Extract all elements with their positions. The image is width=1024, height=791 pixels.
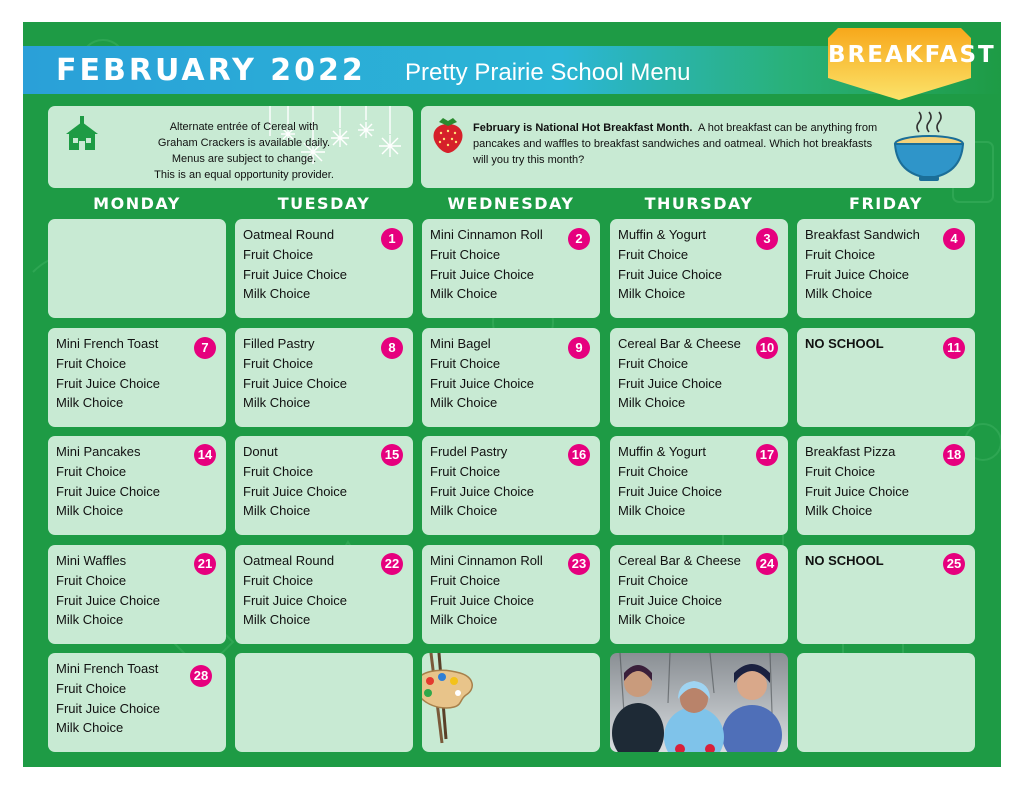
notice-line: Alternate entrée of Cereal with — [169, 121, 319, 133]
menu-item: Fruit Choice — [243, 246, 314, 262]
menu-day-cell — [422, 219, 600, 318]
menu-item: Milk Choice — [430, 286, 498, 302]
day-header-tuesday: TUESDAY — [277, 194, 371, 213]
entree: Breakfast Pizza — [805, 444, 896, 459]
menu-item: Fruit Choice — [56, 680, 127, 696]
menu-item: Fruit Juice Choice — [618, 592, 723, 608]
notice-line: This is an equal opportunity provider. — [154, 169, 334, 181]
menu-items — [430, 551, 570, 630]
menu-items — [56, 551, 196, 630]
menu-item: Milk Choice — [243, 395, 311, 411]
menu-items — [56, 334, 196, 413]
entree: Cereal Bar & Cheese — [618, 336, 741, 351]
date-number-badge: 9 — [568, 337, 590, 359]
menu-day-cell — [422, 545, 600, 644]
day-header-friday: FRIDAY — [849, 194, 923, 213]
palette-decor-cell — [422, 653, 600, 752]
alternate-entree-text — [134, 119, 354, 183]
menu-day-cell — [610, 328, 788, 427]
menu-item: Fruit Choice — [243, 463, 314, 479]
breakfast-badge — [828, 28, 996, 100]
menu-item: Fruit Choice — [618, 463, 689, 479]
date-number-badge: 28 — [190, 665, 212, 687]
day-header-monday: MONDAY — [93, 194, 181, 213]
entree: Mini French Toast — [56, 661, 159, 676]
hot-cereal-bowl-icon — [891, 110, 967, 184]
entree: Mini Cinnamon Roll — [430, 227, 543, 242]
no-school-day-cell — [797, 545, 975, 644]
strawberry-icon — [429, 114, 467, 154]
menu-day-cell — [235, 219, 413, 318]
school-menu-title: Pretty Prairie School Menu — [405, 59, 691, 86]
notice-line: Menus are subject to change. — [171, 153, 317, 165]
menu-item: Fruit Juice Choice — [430, 592, 535, 608]
menu-item: Milk Choice — [805, 286, 873, 302]
menu-day-cell — [422, 328, 600, 427]
date-number-badge: 10 — [756, 337, 778, 359]
menu-day-cell — [235, 545, 413, 644]
menu-day-cell — [422, 436, 600, 535]
menu-day-cell — [48, 545, 226, 644]
date-number-badge: 22 — [381, 553, 403, 575]
entree: Cereal Bar & Cheese — [618, 553, 741, 568]
entree: Filled Pastry — [243, 336, 315, 351]
menu-item: Fruit Choice — [805, 463, 876, 479]
menu-items — [243, 551, 383, 630]
hot-breakfast-lead: February is National Hot Breakfast Month. — [473, 122, 693, 134]
entree: Mini Waffles — [56, 553, 127, 568]
menu-item: Fruit Juice Choice — [805, 483, 910, 499]
menu-item: Fruit Choice — [56, 572, 127, 588]
paint-palette-icon — [422, 653, 480, 749]
menu-item: Fruit Juice Choice — [243, 483, 348, 499]
entree: Breakfast Sandwich — [805, 227, 920, 242]
menu-items — [805, 551, 945, 571]
date-number-badge: 18 — [943, 444, 965, 466]
menu-item: Fruit Choice — [243, 572, 314, 588]
date-number-badge: 4 — [943, 228, 965, 250]
menu-item: Milk Choice — [430, 503, 498, 519]
menu-items — [430, 334, 570, 413]
menu-item: Milk Choice — [56, 503, 124, 519]
menu-item: Fruit Juice Choice — [56, 592, 161, 608]
alternate-entree-notice — [48, 106, 413, 188]
menu-item: Fruit Juice Choice — [243, 375, 348, 391]
menu-item: Milk Choice — [805, 503, 873, 519]
entree: Oatmeal Round — [243, 227, 335, 242]
menu-items — [618, 334, 758, 413]
menu-items — [805, 225, 945, 304]
menu-items — [243, 225, 383, 304]
entree: Muffin & Yogurt — [618, 227, 706, 242]
month-title: FEBRUARY 2022 — [56, 53, 366, 88]
date-number-badge: 2 — [568, 228, 590, 250]
date-number-badge: 21 — [194, 553, 216, 575]
menu-day-cell — [610, 219, 788, 318]
menu-items — [805, 334, 945, 354]
entree: Mini Cinnamon Roll — [430, 553, 543, 568]
menu-item: Fruit Juice Choice — [618, 483, 723, 499]
menu-item: Fruit Juice Choice — [618, 375, 723, 391]
menu-items — [430, 225, 570, 304]
menu-item: Fruit Choice — [243, 355, 314, 371]
date-number-badge: 8 — [381, 337, 403, 359]
day-header-wednesday: WEDNESDAY — [447, 194, 575, 213]
menu-item: Fruit Juice Choice — [243, 592, 348, 608]
no-school-day-cell — [797, 328, 975, 427]
hot-breakfast-body: A hot breakfast can be anything from pancakes and waffles to breakfast sandwiches and oatmeal. Which hot breakfasts will you try this month? — [473, 122, 878, 166]
menu-item: Fruit Juice Choice — [56, 700, 161, 716]
menu-item: Fruit Choice — [56, 355, 127, 371]
menu-item: Fruit Choice — [618, 355, 689, 371]
menu-item: Fruit Choice — [56, 463, 127, 479]
menu-item: Milk Choice — [243, 503, 311, 519]
menu-items — [618, 225, 758, 304]
date-number-badge: 11 — [943, 337, 965, 359]
menu-item: Milk Choice — [618, 286, 686, 302]
children-in-snow-photo — [610, 653, 788, 752]
notice-line: Graham Crackers is available daily. — [157, 137, 331, 149]
date-number-badge: 3 — [756, 228, 778, 250]
empty-day-cell — [235, 653, 413, 752]
menu-item: Fruit Juice Choice — [430, 483, 535, 499]
menu-items — [618, 551, 758, 630]
menu-item: Fruit Juice Choice — [805, 266, 910, 282]
menu-item: Fruit Juice Choice — [56, 483, 161, 499]
date-number-badge: 16 — [568, 444, 590, 466]
date-number-badge: 14 — [194, 444, 216, 466]
date-number-badge: 24 — [756, 553, 778, 575]
menu-items — [56, 442, 196, 521]
menu-day-cell — [797, 436, 975, 535]
menu-item: Fruit Juice Choice — [56, 375, 161, 391]
no-school-label: NO SCHOOL — [805, 336, 884, 351]
empty-day-cell — [797, 653, 975, 752]
date-number-badge: 23 — [568, 553, 590, 575]
menu-items — [243, 442, 383, 521]
menu-item: Fruit Juice Choice — [243, 266, 348, 282]
menu-item: Fruit Choice — [805, 246, 876, 262]
menu-day-cell — [235, 328, 413, 427]
entree: Frudel Pastry — [430, 444, 508, 459]
menu-item: Fruit Choice — [618, 246, 689, 262]
menu-item: Fruit Choice — [430, 463, 501, 479]
menu-item: Milk Choice — [56, 395, 124, 411]
entree: Muffin & Yogurt — [618, 444, 706, 459]
entree: Mini Pancakes — [56, 444, 141, 459]
menu-day-cell — [797, 219, 975, 318]
menu-item: Milk Choice — [430, 395, 498, 411]
menu-item: Fruit Choice — [430, 246, 501, 262]
hot-breakfast-month-notice — [421, 106, 975, 188]
menu-day-cell — [48, 436, 226, 535]
hot-breakfast-text — [473, 120, 883, 168]
menu-day-cell — [48, 653, 226, 752]
date-number-badge: 17 — [756, 444, 778, 466]
entree: Mini Bagel — [430, 336, 491, 351]
menu-item: Milk Choice — [243, 286, 311, 302]
date-number-badge: 25 — [943, 553, 965, 575]
menu-item: Fruit Juice Choice — [430, 266, 535, 282]
menu-day-cell — [235, 436, 413, 535]
menu-item: Milk Choice — [618, 612, 686, 628]
menu-item: Milk Choice — [618, 503, 686, 519]
breakfast-badge-label: BREAKFAST — [828, 42, 996, 68]
date-number-badge: 1 — [381, 228, 403, 250]
menu-item: Milk Choice — [430, 612, 498, 628]
entree: Mini French Toast — [56, 336, 159, 351]
day-header-thursday: THURSDAY — [644, 194, 754, 213]
menu-item: Fruit Juice Choice — [430, 375, 535, 391]
menu-day-cell — [610, 545, 788, 644]
menu-item: Fruit Choice — [618, 572, 689, 588]
menu-item: Milk Choice — [56, 720, 124, 736]
menu-items — [618, 442, 758, 521]
menu-items — [56, 659, 196, 738]
date-number-badge: 15 — [381, 444, 403, 466]
menu-poster — [23, 22, 1001, 767]
menu-item: Fruit Juice Choice — [618, 266, 723, 282]
empty-day-cell — [48, 219, 226, 318]
entree: Oatmeal Round — [243, 553, 335, 568]
menu-items — [430, 442, 570, 521]
menu-day-cell — [610, 436, 788, 535]
schoolhouse-icon — [62, 114, 102, 154]
date-number-badge: 7 — [194, 337, 216, 359]
menu-items — [805, 442, 945, 521]
menu-items — [243, 334, 383, 413]
menu-item: Milk Choice — [618, 395, 686, 411]
entree: Donut — [243, 444, 278, 459]
menu-item: Fruit Choice — [430, 572, 501, 588]
menu-item: Milk Choice — [243, 612, 311, 628]
menu-day-cell — [48, 328, 226, 427]
menu-item: Fruit Choice — [430, 355, 501, 371]
no-school-label: NO SCHOOL — [805, 553, 884, 568]
menu-item: Milk Choice — [56, 612, 124, 628]
